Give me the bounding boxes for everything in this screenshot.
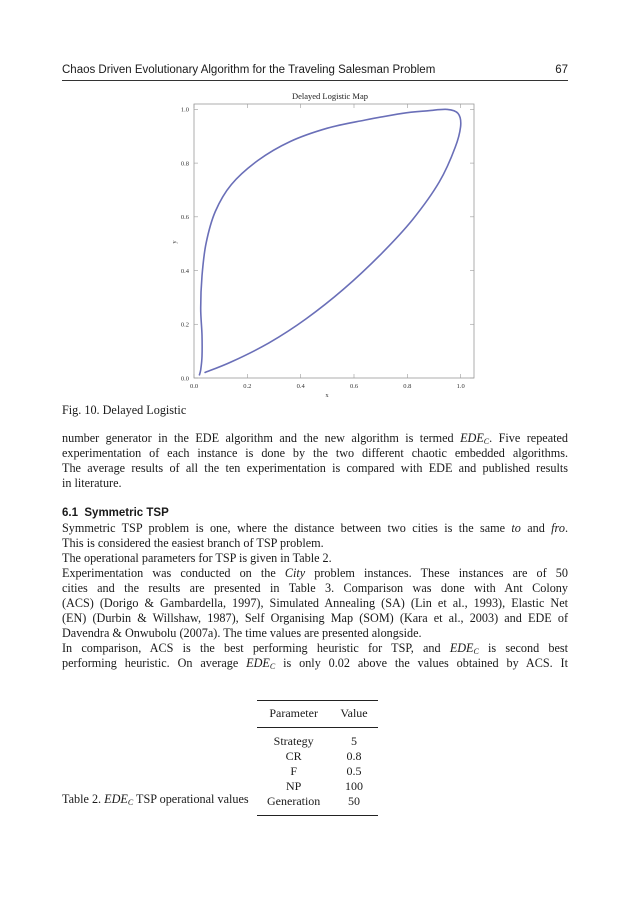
para2-line-4-a: Experimentation was conducted on the: [62, 566, 285, 580]
x-axis-label: x: [325, 392, 329, 398]
attractor-point: [364, 120, 365, 121]
table-header-row: [257, 701, 378, 728]
para2-line-8: Davendra & Onwubolu (2007a). The time values are presented alongside.: [62, 626, 422, 640]
para1-line-1-text: number generator in the EDE algorithm and the new algorithm is termed $EDE_C$. Five repeated: [62, 431, 568, 446]
table-header-parameter: Parameter: [269, 706, 318, 720]
para2-line-1-b: and: [520, 521, 552, 535]
table-cell: 0.5: [346, 764, 362, 778]
y-tick-label: 0.0: [180, 375, 189, 383]
delayed-logistic-map-chart: [160, 86, 480, 398]
y-tick-label: 0.8: [180, 160, 189, 168]
ede-text: EDE: [104, 792, 128, 806]
table-cell: 50: [347, 794, 360, 808]
y-axis-label: y: [171, 240, 178, 244]
attractor-point: [460, 125, 461, 126]
attractor-point: [199, 375, 200, 376]
table-caption-suffix: TSP operational values: [133, 792, 249, 806]
para2-line-9-b: is second best: [478, 641, 569, 655]
para2-line-1-c: .: [564, 521, 568, 535]
table-row: [257, 779, 378, 794]
para1-line-2: experimentation of each instance is done by the two different chaotic embedded algorithms.: [62, 446, 568, 460]
table-caption: [62, 792, 249, 807]
section-title: Symmetric TSP: [84, 507, 169, 519]
para2-line-1-a: Symmetric TSP problem is one, where the distance between two cities is the same: [62, 521, 512, 535]
attractor-point: [200, 308, 201, 309]
attractor-point: [202, 356, 203, 357]
x-tick-label: 0.6: [349, 383, 359, 390]
attractor-point: [200, 369, 201, 370]
x-axis-ticks: [190, 104, 465, 390]
para2-line-4-b: problem instances. These instances are of 50: [305, 566, 568, 580]
ede-text: EDE: [246, 656, 270, 670]
para2-line-3: The operational parameters for TSP is given in Table 2.: [62, 551, 332, 565]
para2-line-5: cities and the results are presented in Table 3. Comparison was done with Ant Colony: [62, 581, 568, 595]
parameters-table: [257, 700, 378, 816]
ede-subscript: C: [127, 798, 134, 807]
attractor-point: [447, 109, 448, 110]
plot-frame: [194, 104, 474, 378]
attractor-point: [206, 243, 207, 244]
ede-text: EDE: [449, 641, 474, 655]
paragraph-symmetric-tsp: [62, 521, 568, 671]
para1-line-3: The average results of all the ten experimentation is compared with EDE and published results: [62, 461, 568, 475]
y-tick-label: 0.6: [180, 214, 189, 222]
table-cell: 0.8: [346, 749, 362, 763]
attractor-point: [343, 289, 344, 290]
section-heading: [62, 507, 169, 519]
attractor-point: [202, 275, 203, 276]
running-header-title: Chaos Driven Evolutionary Algorithm for the Traveling Salesman Problem: [62, 64, 436, 76]
table-cell: CR: [285, 749, 302, 763]
para2-line-2: This is considered the easiest branch of TSP problem.: [62, 536, 324, 550]
para2-line-9: [62, 641, 568, 656]
emph-to: to: [511, 521, 521, 535]
ede-subscript: C: [269, 662, 276, 671]
para2-line-6: (ACS) (Dorigo & Gambardella, 1997), Simulated Annealing (SA) (Lin et al., 1993), Elastic Net: [62, 596, 568, 610]
table-caption-prefix: Table 2.: [62, 792, 105, 806]
table-cell: 100: [344, 779, 363, 793]
attractor-point: [306, 318, 307, 319]
para2-line-1: [62, 521, 568, 536]
para2-line-10-b: is only 0.02 above the values obtained by ACS. It: [275, 656, 568, 670]
ede-c-symbol: [246, 656, 275, 670]
attractor-curve: [199, 109, 460, 375]
section-number: 6.1: [62, 507, 78, 519]
y-tick-label: 0.4: [180, 267, 189, 275]
x-tick-label: 0.8: [403, 383, 412, 390]
emph-fro: fro: [551, 521, 565, 535]
header-rule: [62, 80, 568, 81]
para1-line-1: [62, 431, 568, 446]
table-cell: 5: [350, 734, 357, 748]
y-tick-label: 1.0: [180, 106, 189, 114]
attractor-point: [327, 128, 328, 129]
attractor-point: [290, 141, 291, 142]
table-cell: Strategy: [273, 734, 314, 748]
attractor-point: [428, 110, 429, 111]
para1-line-4: in literature.: [62, 476, 122, 490]
attractor-point: [231, 361, 232, 362]
table-cell: Generation: [267, 794, 321, 808]
emph-city: City: [284, 566, 306, 580]
y-tick-label: 0.2: [180, 321, 189, 329]
attractor-point: [412, 219, 413, 220]
chart-title: Delayed Logistic Map: [291, 91, 369, 101]
x-tick-label: 1.0: [456, 383, 465, 390]
attractor-point: [455, 147, 456, 148]
paragraph-intro: [62, 431, 568, 491]
para2-line-7: (EN) (Durbin & Willshaw, 1987), Self Organising Map (SOM) (Kara et al., 2003) and EDE of: [62, 611, 568, 625]
running-header: [62, 64, 568, 80]
figure-caption: Fig. 10. Delayed Logistic: [62, 403, 187, 417]
attractor-point: [215, 211, 216, 212]
para2-line-10: [62, 656, 568, 671]
attractor-point: [202, 335, 203, 336]
attractor-point: [231, 184, 232, 185]
table-cell: NP: [285, 779, 302, 793]
attractor-point: [439, 181, 440, 182]
para2-line-4: [62, 566, 568, 581]
table-row: [257, 749, 378, 764]
x-tick-label: 0.4: [296, 383, 305, 390]
attractor-point: [268, 343, 269, 344]
para2-line-9-a: In comparison, ACS is the best performing heuristic for TSP, and: [62, 641, 450, 655]
attractor-point: [204, 372, 205, 373]
table-header-value: Value: [340, 706, 368, 720]
table-row: [257, 728, 378, 750]
attractor-point: [380, 254, 381, 255]
attractor-point: [258, 160, 259, 161]
table-cell: F: [290, 764, 297, 778]
ede-c-symbol: [450, 641, 479, 655]
series-group: [199, 109, 461, 376]
x-tick-label: 0.2: [243, 383, 252, 390]
page-number: 67: [555, 64, 568, 76]
table-row: [257, 794, 378, 816]
x-tick-label: 0.0: [189, 383, 199, 390]
ede-c-symbol: [104, 792, 133, 806]
y-axis-ticks: [181, 107, 474, 383]
table-row: [257, 764, 378, 779]
attractor-point: [458, 113, 459, 114]
para2-line-10-a: performing heuristic. On average: [62, 656, 247, 670]
ede-subscript: C: [473, 647, 479, 656]
ede-c-symbol: $EDE_C$: [460, 431, 490, 446]
attractor-point: [402, 113, 403, 114]
